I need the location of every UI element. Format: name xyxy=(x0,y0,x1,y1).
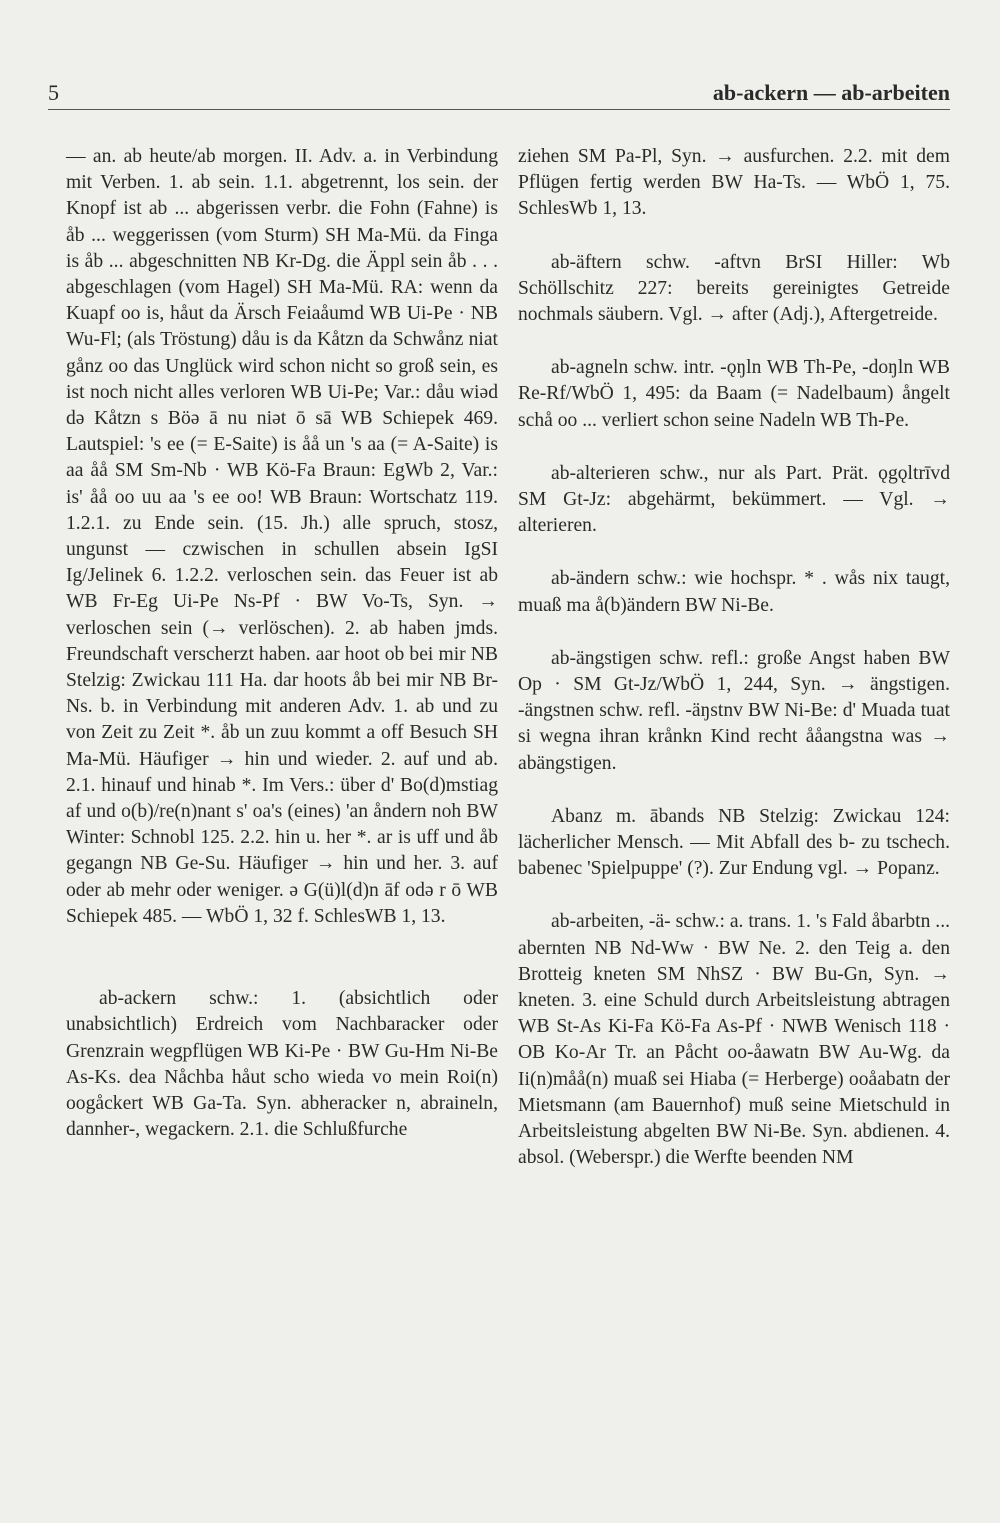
left-column xyxy=(66,144,498,1143)
entry-ab-aeftern: ab-äftern schw. -aftvn BrSI Hiller: Wb Schöllschitz 227: bereits gereinigtes Getreide nochmals säubern. Vgl. → after (Adj.), Aftergetreide. xyxy=(518,251,950,326)
entry-ab-ackern: ab-ackern schw.: 1. (absichtlich oder unabsichtlich) Erdreich vom Nachbaracker oder Grenzrain wegpflügen WB Ki-Pe · BW Gu-Hm Ni-Be As-Ks. dea Nåchba håut scho wieda vo mein Roi(n) oogåckert WB Ga-Ta. Syn. abheracker n, abraineln, dannher-, wegackern. 2.1. die Schlußfurche xyxy=(66,988,498,1141)
entry-ab-ackern-continuation: ziehen SM Pa-Pl, Syn. → ausfurchen. 2.2. mit dem Pflügen fertig werden BW Ha-Ts. — WbÖ 1, 75. SchlesWb 1, 13. xyxy=(518,146,950,220)
entry-ab-continuation: — an. ab heute/ab morgen. II. Adv. a. in Verbindung mit Verben. 1. ab sein. 1.1. abgetrennt, los sein. der Knopf ist ab ... abgerissen verbr. die Fohn (Fahne) is åb ... weggerissen (vom Sturm) SH Ma-Mü. da Finga is åb ... abgeschnitten NB Kr-Dg. die Äppl sein åb . . . abgeschlagen (vom Hagel) SH Ma-Mü. RA: wenn da Kuapf oo is, håut da Ärsch Feiaåumd WB Ui-Pe · NB Wu-Fl; (als Tröstung) dåu is da Kåtzn da Schwånz niat gånz oo das Unglück wird schon nicht so groß sein, es ist noch nicht alles verloren WB Ui-Pe; Var.: dåu wiəd də Kåtzn s Böə ā nu niət ō sā WB Schiepek 469. Lautspiel: 's ee (= E-Saite) is åå un 's aa (= A-Saite) is aa åå SM Sm-Nb · WB Kö-Fa Braun: EgWb 2, Var.: is' åå oo uu aa 's ee oo! WB Braun: Wortschatz 119. 1.2.1. zu Ende sein. (15. Jh.) alle spruch, stosz, ungunst — czwischen in schullen absein IgSI Ig/Jelinek 6. 1.2.2. verloschen sein. das Feuer ist ab WB Fr-Eg Ui-Pe Ns-Pf · BW Vo-Ts, Syn. → verloschen sein (→ verlöschen). 2. ab haben jmds. Freundschaft verscherzt haben. aar hoot ob bei mir NB Stelzig: Zwickau 111 Ha. dar hoots åb bei mir NB Br-Ns. b. in Verbindung mit anderen Adv. 1. ab und zu von Zeit zu Zeit *. åb un zuu kommt a off Besuch SH Ma-Mü. Häufiger → hin und wieder. 2. auf und ab. 2.1. hinauf und hinab *. Im Vers.: über d' Bo(d)mstiag af und o(b)/re(n)nant s' oa's (eines) 'an åndern noh BW Winter: Schnobl 125. 2.2. hin u. her *. ar is uff und åb gegangn NB Ge-Su. Häufiger → hin und her. 3. auf oder ab mehr oder weniger. ə G(ü)l(d)n āf odə r ō WB Schiepek 485. — WbÖ 1, 32 f. SchlesWB 1, 13. xyxy=(66,146,498,927)
entry-ab-aendern: ab-ändern schw.: wie hochspr. * . wås nix taugt, muaß ma å(b)ändern BW Ni-Be. xyxy=(518,568,950,616)
entry-abanz: Abanz m. ābands NB Stelzig: Zwickau 124: lächerlicher Mensch. — Mit Abfall des b- zu tschech. babenec 'Spielpuppe' (?). Zur Endung vgl. → Popanz. xyxy=(518,805,950,880)
entry-ab-agneln: ab-agneln schw. intr. -ǫŋln WB Th-Pe, -doŋln WB Re-Rf/WbÖ 1, 495: da Baam (= Nadelbaum) ångelt schå oo ... verliert schon seine Nadeln WB Th-Pe. xyxy=(518,357,950,431)
page-header xyxy=(48,80,950,108)
entry-ab-alterieren: ab-alterieren schw., nur als Part. Prät. ǫgǫltrīvd SM Gt-Jz: abgehärmt, bekümmert. — Vgl. → alterieren. xyxy=(518,462,950,537)
entry-ab-aengstigen: ab-ängstigen schw. refl.: große Angst haben BW Op · SM Gt-Jz/WbÖ 1, 244, Syn. → ängstigen. -ängstnen schw. refl. -äŋstnv BW Ni-Be: d' Muada tuat si wegna ihran krånkn Kind recht ååangstna was → abängstigen. xyxy=(518,647,950,774)
header-rule xyxy=(48,109,950,110)
page-number: 5 xyxy=(48,80,59,105)
right-column xyxy=(518,144,950,1172)
running-head: ab-ackern — ab-arbeiten xyxy=(712,80,950,105)
entry-ab-arbeiten: ab-arbeiten, -ä- schw.: a. trans. 1. 's Fald åbarbtn ... abernten NB Nd-Ww · BW Ne. 2. den Teig a. den Brotteig kneten SM NhSZ · BW Bu-Gn, Syn. → kneten. 3. eine Schuld durch Arbeitsleistung abtragen WB St-As Ki-Fa Kö-Fa As-Pf · NWB Wenisch 118 · OB Ko-Ar Tr. an Påcht oo-åawatn BW Au-Wg. da Ii(n)måå(n) muaß sei Hiaba (= Herberge) ooåabatn der Mietsmann (am Bauernhof) muß seine Mietschuld in Arbeitsleistung abgelten BW Ni-Be. Syn. abdienen. 4. absol. (Weberspr.) die Werfte beenden NM xyxy=(518,911,950,1169)
